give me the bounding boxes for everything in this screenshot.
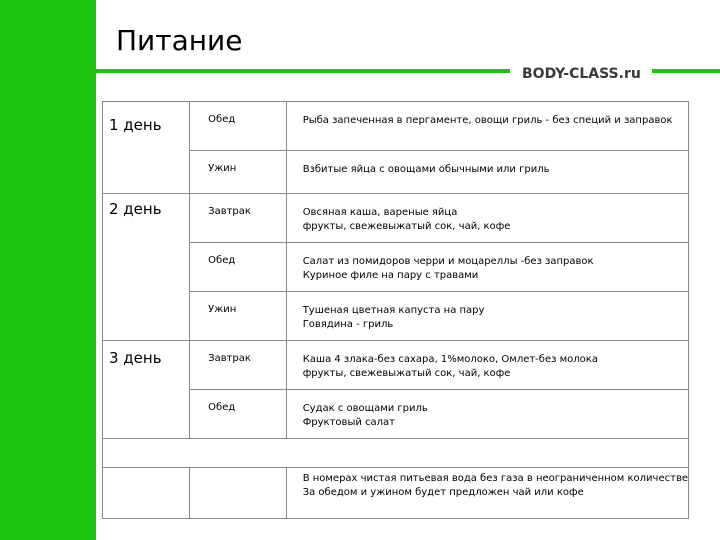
menu-line: Каша 4 злака-без сахара, 1%молоко, Омлет-без молока (302, 354, 598, 365)
meal-label: Обед (190, 390, 287, 439)
table-row (103, 292, 689, 341)
meal-label: Ужин (190, 151, 287, 194)
menu-line: Овсяная каша, вареные яйца (302, 207, 458, 218)
title-rule-left (96, 69, 510, 73)
meal-plan-table (102, 101, 689, 519)
day-label: 1 день (103, 102, 190, 194)
menu-cell (286, 292, 688, 341)
menu-cell (286, 390, 688, 439)
brand-label: BODY-CLASS.ru (522, 66, 641, 82)
page-title: Питание (116, 24, 243, 57)
menu-line: Взбитые яйца с овощами обычными или гриль (302, 164, 550, 175)
day-label: 3 день (103, 341, 190, 439)
note-line: За обедом и ужином будет предложен чай или кофе (302, 487, 584, 498)
table-row (103, 243, 689, 292)
table-row (103, 102, 689, 151)
menu-cell (286, 151, 688, 194)
menu-line: фрукты, свежевыжатый сок, чай, кофе (302, 368, 511, 379)
menu-line: Фруктовый салат (302, 417, 395, 428)
meal-label: Завтрак (190, 194, 287, 243)
table-row (103, 341, 689, 390)
table-row-empty (103, 439, 689, 468)
meal-label: Ужин (190, 292, 287, 341)
green-sidebar (0, 0, 96, 540)
day-label: 2 день (103, 194, 190, 341)
menu-line: Говядина - гриль (302, 319, 394, 330)
menu-cell (286, 341, 688, 390)
meal-label: Завтрак (190, 341, 287, 390)
meal-label: Обед (190, 243, 287, 292)
menu-line: Куриное филе на пару с травами (302, 270, 479, 281)
menu-line: фрукты, свежевыжатый сок, чай, кофе (302, 221, 511, 232)
title-rule-right (652, 69, 720, 73)
note-line: В номерах чистая питьевая вода без газа в неограниченном количестве (302, 473, 688, 484)
menu-cell (286, 194, 688, 243)
empty-cell (190, 468, 287, 519)
menu-cell (286, 243, 688, 292)
notes-cell (286, 468, 688, 519)
table-row (103, 151, 689, 194)
menu-cell (286, 102, 688, 151)
menu-line: Судак с овощами гриль (302, 403, 428, 414)
menu-line: Салат из помидоров черри и моцареллы -без заправок (302, 256, 594, 267)
menu-line: Рыба запеченная в пергаменте, овощи гриль - без специй и заправок (302, 115, 673, 126)
menu-line: Тушеная цветная капуста на пару (302, 305, 485, 316)
empty-cell (103, 439, 689, 468)
table-row (103, 194, 689, 243)
empty-cell (103, 468, 190, 519)
table-row-notes (103, 468, 689, 519)
table-row (103, 390, 689, 439)
meal-label: Обед (190, 102, 287, 151)
